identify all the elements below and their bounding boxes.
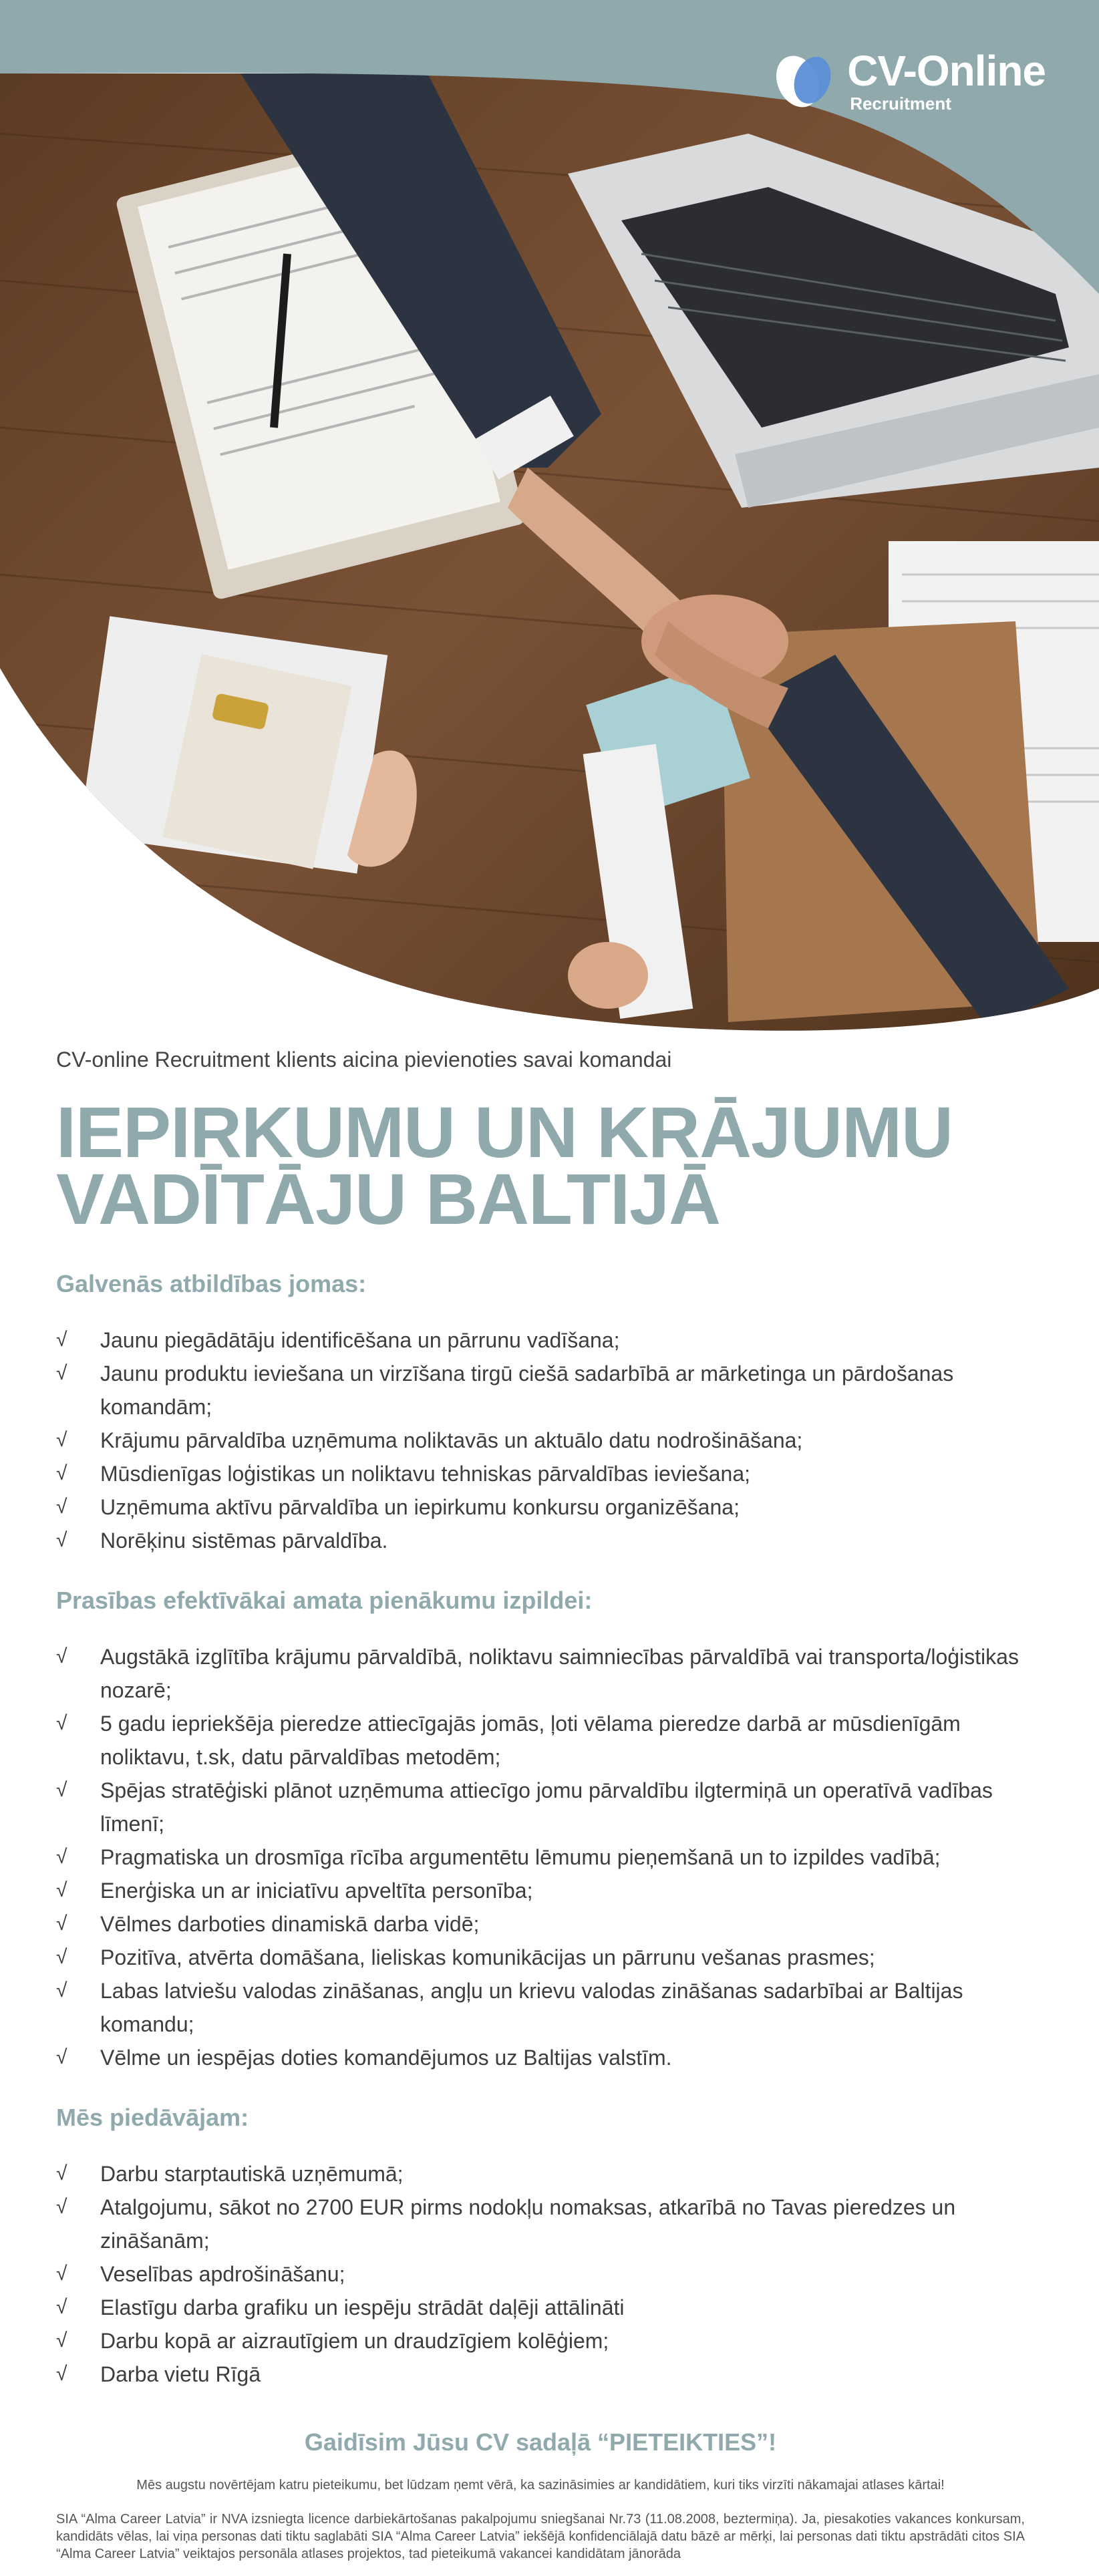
check-icon: √ — [56, 1529, 67, 1551]
check-icon: √ — [56, 1879, 67, 1901]
check-icon: √ — [56, 1979, 67, 2001]
check-icon: √ — [56, 2196, 67, 2218]
job-title-line-1: IEPIRKUMU UN KRĀJUMU — [56, 1092, 953, 1172]
list-item: √ Mūsdienīgas loģistikas un noliktavu tehniskas pārvaldības ieviešana; — [56, 1457, 1025, 1490]
requirements-list — [56, 1640, 1025, 2074]
list-item: √ Darba vietu Rīgā — [56, 2358, 1025, 2391]
list-item: √ Elastīgu darba grafiku un iespēju strādāt daļēji attālināti — [56, 2291, 1025, 2324]
logo-mark-icon — [771, 47, 838, 114]
list-item: √ Spējas stratēģiski plānot uzņēmuma attiecīgo jomu pārvaldību ilgtermiņā un operatīvā vadības līmenī; — [56, 1774, 1025, 1840]
check-icon: √ — [56, 1429, 67, 1451]
list-item: √ Krājumu pārvaldība uzņēmuma noliktavās un aktuālo datu nodrošināšana; — [56, 1424, 1025, 1457]
check-icon: √ — [56, 1496, 67, 1518]
list-item: √ Uzņēmuma aktīvu pārvaldība un iepirkumu konkursu organizēšana; — [56, 1490, 1025, 1524]
check-icon: √ — [56, 2263, 67, 2285]
section-heading-offer: Mēs piedāvājam: — [56, 2104, 249, 2131]
list-item: √ Norēķinu sistēmas pārvaldība. — [56, 1524, 1025, 1557]
list-item: √ Veselības apdrošināšanu; — [56, 2257, 1025, 2291]
check-icon: √ — [56, 1645, 67, 1667]
list-item: √ Pragmatiska un drosmīga rīcība argumentētu lēmumu pieņemšanā un to izpildes vadībā; — [56, 1840, 1025, 1874]
list-item: √ Darbu starptautiskā uzņēmumā; — [56, 2157, 1025, 2191]
call-to-action: Gaidīsim Jūsu CV sadaļā “PIETEIKTIES”! — [304, 2428, 777, 2456]
check-icon: √ — [56, 2296, 67, 2318]
list-item: √ Jaunu piegādātāju identificēšana un pārrunu vadīšana; — [56, 1323, 1025, 1357]
section-heading-responsibilities: Galvenās atbildības jomas: — [56, 1270, 367, 1297]
check-icon: √ — [56, 1712, 67, 1734]
cv-online-logo — [771, 47, 1046, 114]
check-icon: √ — [56, 1329, 67, 1351]
list-item: √ Darbu kopā ar aizrautīgiem un draudzīgiem kolēģiem; — [56, 2324, 1025, 2358]
list-item: √ Pozitīva, atvērta domāšana, lieliskas komunikācijas un pārrunu vešanas prasmes; — [56, 1941, 1025, 1974]
list-item: √ Enerģiska un ar iniciatīvu apveltīta personība; — [56, 1874, 1025, 1907]
list-item: √ Labas latviešu valodas zināšanas, angļu un krievu valodas zināšanas sadarbībai ar Baltijas komandu; — [56, 1974, 1025, 2041]
hero-banner — [0, 0, 1099, 1042]
job-title — [56, 1092, 1025, 1239]
list-item: √ Vēlmes darboties dinamiskā darba vidē; — [56, 1907, 1025, 1941]
check-icon: √ — [56, 2363, 67, 2385]
check-icon: √ — [56, 2162, 67, 2185]
logo-tagline: Recruitment — [850, 94, 951, 114]
list-item: √ Atalgojumu, sākot no 2700 EUR pirms nodokļu nomaksas, atkarībā no Tavas pieredzes un zināšanām; — [56, 2191, 1025, 2257]
list-item: √ 5 gadu iepriekšēja pieredze attiecīgajās jomās, ļoti vēlama pieredze darbā ar mūsdienīgām noliktavu, t.sk, datu pārvaldības metodēm; — [56, 1707, 1025, 1774]
check-icon: √ — [56, 2329, 67, 2352]
selection-note: Mēs augstu novērtējam katru pieteikumu, bet lūdzam ņemt vērā, ka sazināsimies ar kandidātiem, kuri tiks virzīti nākamajai atlases kārtai! — [136, 2478, 945, 2492]
section-heading-requirements: Prasības efektīvākai amata pienākumu izpildei: — [56, 1587, 593, 1614]
check-icon: √ — [56, 1846, 67, 1868]
check-icon: √ — [56, 1362, 67, 1384]
list-item: √ Vēlme un iespējas doties komandējumos uz Baltijas valstīm. — [56, 2041, 1025, 2074]
offer-list — [56, 2157, 1025, 2391]
check-icon: √ — [56, 1462, 67, 1484]
job-title-line-2: VADĪTĀJU BALTIJĀ — [56, 1158, 721, 1239]
list-item: √ Augstākā izglītība krājumu pārvaldībā, noliktavu saimniecības pārvaldībā vai transporta/loģistikas nozarē; — [56, 1640, 1025, 1707]
responsibilities-list — [56, 1323, 1025, 1557]
check-icon: √ — [56, 1946, 67, 1968]
check-icon: √ — [56, 1779, 67, 1801]
intro-text: CV-online Recruitment klients aicina pievienoties savai komandai — [56, 1048, 672, 1072]
hero-photo — [0, 0, 1099, 1042]
logo-name: CV-Online — [847, 47, 1046, 95]
check-icon: √ — [56, 1913, 67, 1935]
job-ad-content — [56, 1042, 1025, 2576]
legal-disclaimer: SIA “Alma Career Latvia” ir NVA izsniegta licence darbiekārtošanas pakalpojumu sniegšanai Nr.73 (11.08.2008, beztermiņa). Ja, piesakoties vakances konkursam, kandidāts vēlas, lai viņa personas dati tiktu saglabāti SIA “Alma Career Latvia” iekšējā konfidenciālajā datu bāzē ar mērķi, lai personas dati tiktu apstrādāti citos SIA “Alma Career Latvia” veiktajos personāla atlases projektos, tad pieteikumā vakancei kandidātam jānorāda — [56, 2512, 1025, 2561]
check-icon: √ — [56, 2046, 67, 2068]
list-item: √ Jaunu produktu ieviešana un virzīšana tirgū ciešā sadarbībā ar mārketinga un pārdošanas komandām; — [56, 1357, 1025, 1424]
